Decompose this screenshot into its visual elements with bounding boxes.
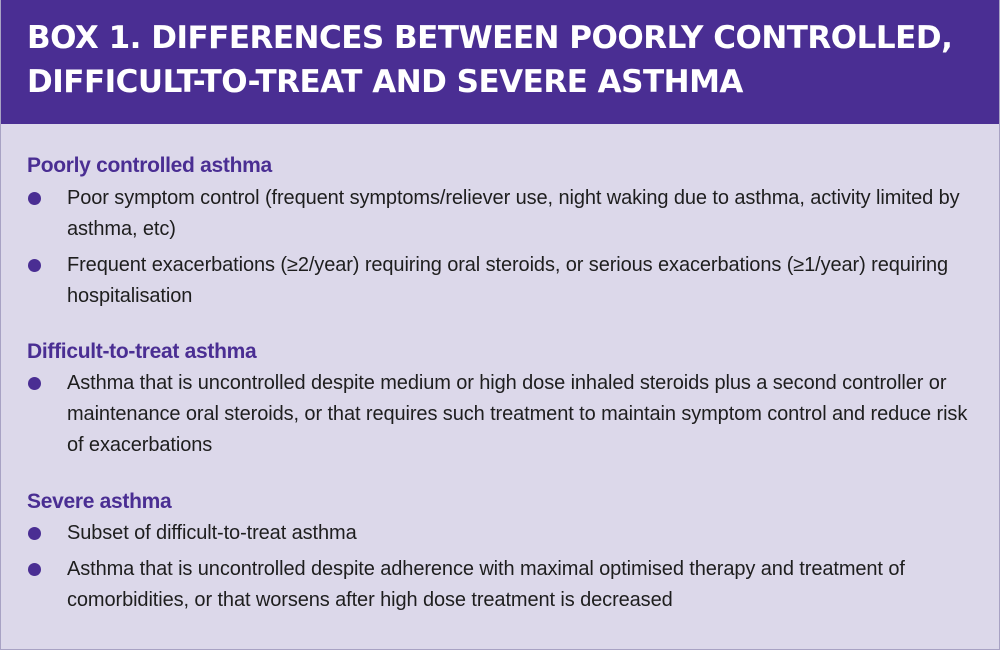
section-poorly-controlled <box>27 152 981 312</box>
list-item <box>27 250 981 312</box>
list-item <box>27 554 981 616</box>
box-title: BOX 1. DIFFERENCES BETWEEN POORLY CONTROLLED, DIFFICULT-TO-TREAT AND SEVERE ASTHMA <box>27 20 953 100</box>
bullet-dot-icon <box>28 377 41 390</box>
bullet-list <box>27 183 981 312</box>
bullet-text: Frequent exacerbations (≥2/year) requiring oral steroids, or serious exacerbations (≥1/year) requiring hospitalisation <box>67 254 949 307</box>
bullet-text: Subset of difficult-to-treat asthma <box>67 522 357 544</box>
section-heading: Severe asthma <box>27 490 172 513</box>
list-item <box>27 183 981 245</box>
bullet-dot-icon <box>28 259 41 272</box>
list-item <box>27 518 981 549</box>
bullet-list <box>27 518 981 616</box>
bullet-text: Poor symptom control (frequent symptoms/reliever use, night waking due to asthma, activity limited by asthma, etc) <box>67 187 960 240</box>
section-heading: Poorly controlled asthma <box>27 154 272 177</box>
bullet-list <box>27 368 981 461</box>
box-header <box>1 0 1000 124</box>
bullet-dot-icon <box>28 563 41 576</box>
section-heading: Difficult-to-treat asthma <box>27 340 257 363</box>
section-severe <box>27 488 981 616</box>
bullet-dot-icon <box>28 527 41 540</box>
bullet-dot-icon <box>28 192 41 205</box>
bullet-text: Asthma that is uncontrolled despite adherence with maximal optimised therapy and treatment of comorbidities, or that worsens after high dose treatment is decreased <box>67 558 905 611</box>
list-item <box>27 368 981 461</box>
section-difficult-to-treat <box>27 338 981 461</box>
bullet-text: Asthma that is uncontrolled despite medium or high dose inhaled steroids plus a second controller or maintenance oral steroids, or that requires such treatment to maintain symptom control and reduce risk of exacerbations <box>67 372 968 456</box>
